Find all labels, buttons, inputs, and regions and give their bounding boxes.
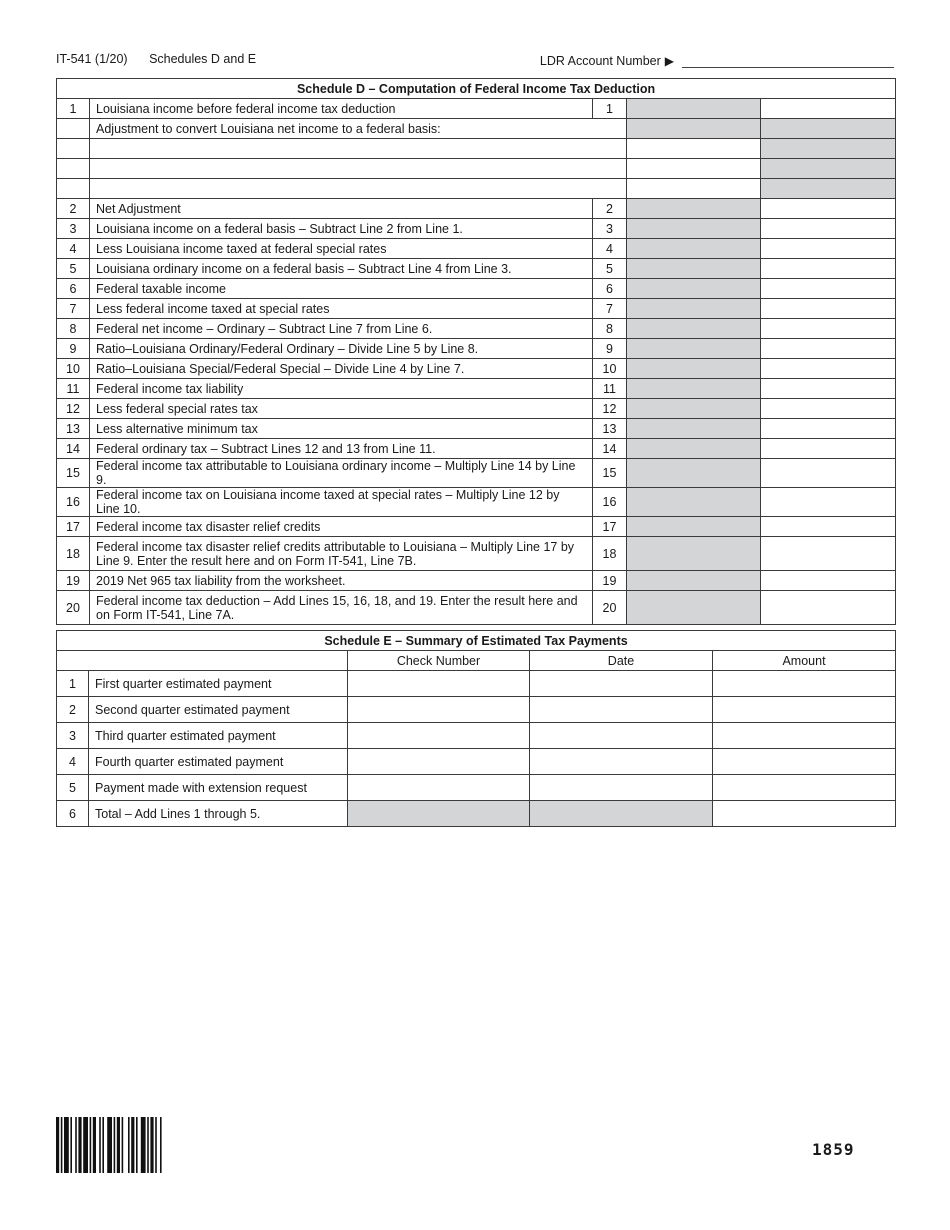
line-description: Louisiana income on a federal basis – Subtract Line 2 from Line 1.	[90, 219, 593, 239]
shaded-cell	[761, 119, 896, 139]
check-number-header: Check Number	[348, 651, 530, 671]
adjustment-header-row	[57, 119, 896, 139]
line-number: 8	[57, 319, 90, 339]
account-number-label: LDR Account Number	[539, 54, 661, 68]
shaded-cell	[627, 219, 761, 239]
amount-field[interactable]	[761, 239, 896, 259]
blank-cell	[57, 139, 90, 159]
payment-label: Total – Add Lines 1 through 5.	[89, 801, 348, 827]
table-row	[57, 339, 896, 359]
table-row	[57, 379, 896, 399]
blank-cell	[57, 119, 90, 139]
amount-field[interactable]	[761, 279, 896, 299]
table-row	[57, 419, 896, 439]
line-description: Ratio–Louisiana Special/Federal Special – Divide Line 4 by Line 7.	[90, 359, 593, 379]
shaded-cell	[627, 488, 761, 517]
line-number: 5	[57, 259, 90, 279]
adjustment-label: Adjustment to convert Louisiana net income to a federal basis:	[90, 119, 627, 139]
table-row	[57, 219, 896, 239]
barcode-icon	[56, 1117, 206, 1173]
shaded-cell	[627, 399, 761, 419]
line-ref: 13	[593, 419, 627, 439]
shaded-cell	[530, 801, 713, 827]
table-row	[57, 199, 896, 219]
line-description: Louisiana income before federal income tax deduction	[90, 99, 593, 119]
line-description: Ratio–Louisiana Ordinary/Federal Ordinary – Divide Line 5 by Line 8.	[90, 339, 593, 359]
amount-field[interactable]	[761, 517, 896, 537]
line-description: Less federal income taxed at special rates	[90, 299, 593, 319]
amount-field[interactable]	[713, 697, 896, 723]
table-row	[57, 299, 896, 319]
line-description: 2019 Net 965 tax liability from the worksheet.	[90, 571, 593, 591]
line-number: 16	[57, 488, 90, 517]
adjustment-amount-field[interactable]	[627, 159, 761, 179]
adjustment-amount-field[interactable]	[627, 139, 761, 159]
right-triangle-icon: ▶	[664, 54, 674, 68]
shaded-cell	[627, 259, 761, 279]
table-row	[57, 279, 896, 299]
shaded-cell	[761, 139, 896, 159]
check-number-field[interactable]	[348, 697, 530, 723]
date-field[interactable]	[530, 749, 713, 775]
adjustment-description-field[interactable]	[90, 139, 627, 159]
line-number: 18	[57, 537, 90, 571]
date-header: Date	[530, 651, 713, 671]
amount-field[interactable]	[761, 537, 896, 571]
date-field[interactable]	[530, 697, 713, 723]
shaded-cell	[761, 159, 896, 179]
line-number: 5	[57, 775, 89, 801]
amount-field[interactable]	[761, 488, 896, 517]
line-description: Federal taxable income	[90, 279, 593, 299]
amount-field[interactable]	[761, 219, 896, 239]
check-number-field[interactable]	[348, 775, 530, 801]
table-row	[57, 99, 896, 119]
line-ref: 3	[593, 219, 627, 239]
line-ref: 14	[593, 439, 627, 459]
line-description: Federal income tax liability	[90, 379, 593, 399]
payment-label: Second quarter estimated payment	[89, 697, 348, 723]
column-header-row	[57, 651, 896, 671]
check-number-field[interactable]	[348, 723, 530, 749]
amount-field[interactable]	[761, 99, 896, 119]
shaded-cell	[627, 517, 761, 537]
line-description: Federal income tax on Louisiana income taxed at special rates – Multiply Line 12 by Line 10.	[90, 488, 593, 517]
line-number: 4	[57, 239, 90, 259]
amount-field[interactable]	[761, 319, 896, 339]
table-row	[57, 517, 896, 537]
schedule-d-title: Schedule D – Computation of Federal Income Tax Deduction	[57, 79, 896, 99]
amount-field[interactable]	[761, 379, 896, 399]
shaded-cell	[348, 801, 530, 827]
form-number: 1859	[812, 1140, 855, 1159]
line-description: Less Louisiana income taxed at federal special rates	[90, 239, 593, 259]
line-description: Less alternative minimum tax	[90, 419, 593, 439]
line-ref: 16	[593, 488, 627, 517]
shaded-cell	[627, 419, 761, 439]
table-row	[57, 239, 896, 259]
payment-label: First quarter estimated payment	[89, 671, 348, 697]
adjustment-row	[57, 179, 896, 199]
schedule-e-table	[56, 630, 896, 827]
table-row	[57, 591, 896, 625]
shaded-cell	[627, 379, 761, 399]
line-description: Federal ordinary tax – Subtract Lines 12 and 13 from Line 11.	[90, 439, 593, 459]
schedule-e-title: Schedule E – Summary of Estimated Tax Payments	[57, 631, 896, 651]
line-number: 13	[57, 419, 90, 439]
schedule-d-table	[56, 78, 896, 625]
line-ref: 9	[593, 339, 627, 359]
amount-field[interactable]	[761, 359, 896, 379]
line-ref: 5	[593, 259, 627, 279]
line-ref: 15	[593, 459, 627, 488]
adjustment-row	[57, 159, 896, 179]
line-ref: 6	[593, 279, 627, 299]
line-number: 12	[57, 399, 90, 419]
shaded-cell	[627, 439, 761, 459]
line-number: 10	[57, 359, 90, 379]
shaded-cell	[627, 319, 761, 339]
shaded-cell	[627, 339, 761, 359]
line-number: 7	[57, 299, 90, 319]
table-row	[57, 359, 896, 379]
amount-field[interactable]	[713, 801, 896, 827]
line-description: Federal income tax disaster relief credits	[90, 517, 593, 537]
check-number-field[interactable]	[348, 749, 530, 775]
line-number: 2	[57, 199, 90, 219]
table-row	[57, 399, 896, 419]
line-ref: 7	[593, 299, 627, 319]
shaded-cell	[627, 199, 761, 219]
adjustment-row	[57, 139, 896, 159]
date-field[interactable]	[530, 671, 713, 697]
amount-field[interactable]	[761, 571, 896, 591]
line-description: Net Adjustment	[90, 199, 593, 219]
check-number-field[interactable]	[348, 671, 530, 697]
amount-field[interactable]	[761, 299, 896, 319]
line-number: 20	[57, 591, 90, 625]
date-field[interactable]	[530, 723, 713, 749]
table-row	[57, 801, 896, 827]
table-row	[57, 439, 896, 459]
line-description: Federal income tax disaster relief credits attributable to Louisiana – Multiply Line 17 by Line 9. Enter the result here and on Form IT-541, Line 7B.	[90, 537, 593, 571]
schedules-title: Schedules D and E	[149, 52, 257, 66]
line-description: Federal net income – Ordinary – Subtract Line 7 from Line 6.	[90, 319, 593, 339]
line-number: 1	[57, 671, 89, 697]
line-number: 6	[57, 279, 90, 299]
amount-field[interactable]	[761, 591, 896, 625]
line-number: 3	[57, 219, 90, 239]
payment-label: Third quarter estimated payment	[89, 723, 348, 749]
account-number-field	[540, 54, 894, 68]
shaded-cell	[627, 279, 761, 299]
shaded-cell	[627, 99, 761, 119]
line-ref: 20	[593, 591, 627, 625]
line-ref: 8	[593, 319, 627, 339]
line-ref: 18	[593, 537, 627, 571]
shaded-cell	[627, 239, 761, 259]
line-description: Less federal special rates tax	[90, 399, 593, 419]
amount-field[interactable]	[713, 723, 896, 749]
table-row	[57, 775, 896, 801]
shaded-cell	[627, 359, 761, 379]
line-ref: 11	[593, 379, 627, 399]
table-row	[57, 259, 896, 279]
table-row	[57, 749, 896, 775]
amount-field[interactable]	[713, 671, 896, 697]
line-ref: 17	[593, 517, 627, 537]
line-ref: 1	[593, 99, 627, 119]
page-header	[56, 52, 894, 70]
line-description: Federal income tax attributable to Louisiana ordinary income – Multiply Line 14 by Line 9.	[90, 459, 593, 488]
amount-field[interactable]	[761, 419, 896, 439]
blank-cell	[57, 179, 90, 199]
line-number: 17	[57, 517, 90, 537]
shaded-cell	[761, 179, 896, 199]
table-row	[57, 537, 896, 571]
amount-field[interactable]	[761, 339, 896, 359]
amount-field[interactable]	[761, 399, 896, 419]
adjustment-description-field[interactable]	[90, 179, 627, 199]
shaded-cell	[627, 299, 761, 319]
line-ref: 12	[593, 399, 627, 419]
line-number: 4	[57, 749, 89, 775]
amount-header: Amount	[713, 651, 896, 671]
line-ref: 19	[593, 571, 627, 591]
line-number: 1	[57, 99, 90, 119]
shaded-cell	[627, 591, 761, 625]
payment-label: Payment made with extension request	[89, 775, 348, 801]
line-number: 14	[57, 439, 90, 459]
line-number: 15	[57, 459, 90, 488]
line-number: 3	[57, 723, 89, 749]
line-description: Louisiana ordinary income on a federal basis – Subtract Line 4 from Line 3.	[90, 259, 593, 279]
amount-field[interactable]	[713, 749, 896, 775]
table-row	[57, 488, 896, 517]
form-id: IT-541 (1/20)	[56, 52, 128, 66]
payment-label: Fourth quarter estimated payment	[89, 749, 348, 775]
amount-field[interactable]	[761, 199, 896, 219]
table-row	[57, 723, 896, 749]
line-description: Federal income tax deduction – Add Lines 15, 16, 18, and 19. Enter the result here and on Form IT-541, Line 7A.	[90, 591, 593, 625]
shaded-cell	[627, 459, 761, 488]
line-ref: 10	[593, 359, 627, 379]
amount-field[interactable]	[761, 459, 896, 488]
line-number: 6	[57, 801, 89, 827]
table-row	[57, 319, 896, 339]
table-row	[57, 697, 896, 723]
blank-cell	[57, 651, 348, 671]
line-number: 2	[57, 697, 89, 723]
line-ref: 4	[593, 239, 627, 259]
blank-cell	[57, 159, 90, 179]
shaded-cell	[627, 571, 761, 591]
table-row	[57, 571, 896, 591]
table-row	[57, 459, 896, 488]
line-ref: 2	[593, 199, 627, 219]
adjustment-description-field[interactable]	[90, 159, 627, 179]
amount-field[interactable]	[761, 439, 896, 459]
table-row	[57, 671, 896, 697]
account-number-input[interactable]	[682, 55, 894, 68]
header-left	[56, 52, 274, 66]
shaded-cell	[627, 537, 761, 571]
line-number: 11	[57, 379, 90, 399]
adjustment-amount-field[interactable]	[627, 179, 761, 199]
amount-field[interactable]	[713, 775, 896, 801]
amount-field[interactable]	[761, 259, 896, 279]
date-field[interactable]	[530, 775, 713, 801]
line-number: 19	[57, 571, 90, 591]
line-number: 9	[57, 339, 90, 359]
shaded-cell	[627, 119, 761, 139]
